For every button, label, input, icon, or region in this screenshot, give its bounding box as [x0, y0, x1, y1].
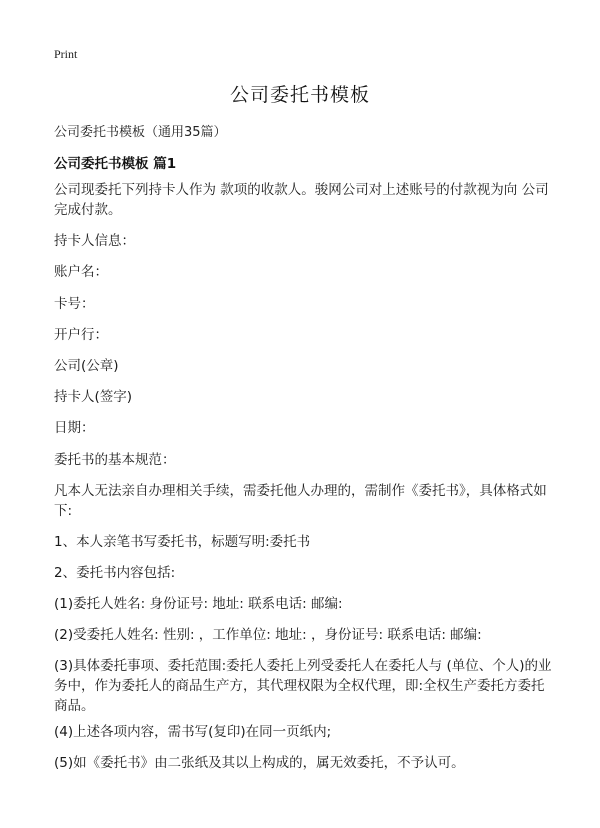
document-title: 公司委托书模板: [229, 84, 370, 106]
paragraph-rule-1: 1、本人亲笔书写委托书，标题写明:委托书: [54, 534, 311, 550]
paragraph-rule-2-2: (2)受委托人姓名: 性别: ，工作单位: 地址: ，身份证号: 联系电话: 邮编:: [54, 627, 482, 643]
paragraph-rule-2-1: (1)委托人姓名: 身份证号: 地址: 联系电话: 邮编:: [54, 596, 343, 612]
paragraph-cardholder-signature: 持卡人(签字): [54, 389, 133, 405]
paragraph-account-name: 账户名：: [54, 264, 108, 280]
paragraph-rule-2-4: (4)上述各项内容，需书写(复印)在同一页纸内;: [54, 724, 332, 740]
paragraph-rule-2-3: (3)具体委托事项、委托范围:委托人委托上列受委托人在委托人与 (单位、个人)的业务中，作为委托人的商品生产方，其代理权限为全权代理，即:全权生产委托方委托商品。: [54, 658, 552, 714]
paragraph-intro: 公司现委托下列持卡人作为 款项的收款人。骏网公司对上述账号的付款视为向 公司完成付款。: [54, 182, 549, 218]
section-heading: 公司委托书模板 篇1: [54, 156, 177, 172]
paragraph-rule-2: 2、委托书内容包括:: [54, 565, 176, 581]
paragraph-date: 日期：: [54, 420, 95, 436]
paragraph-basic-rules: 委托书的基本规范：: [54, 452, 176, 468]
paragraph-delegation-rule: 凡本人无法亲自办理相关手续，需委托他人办理的，需制作《委托书》，具体格式如下:: [54, 483, 547, 519]
paragraph-bank: 开户行：: [54, 327, 108, 343]
paragraph-rule-2-5: (5)如《委托书》由二张纸及其以上构成的，属无效委托，不予认可。: [54, 755, 465, 771]
paragraph-company-seal: 公司(公章): [54, 358, 119, 374]
paragraph-card-number: 卡号：: [54, 296, 95, 312]
print-label: Print: [54, 47, 78, 61]
paragraph-cardholder-info: 持卡人信息：: [54, 233, 135, 249]
document-subtitle: 公司委托书模板（通用35篇）: [54, 125, 227, 140]
